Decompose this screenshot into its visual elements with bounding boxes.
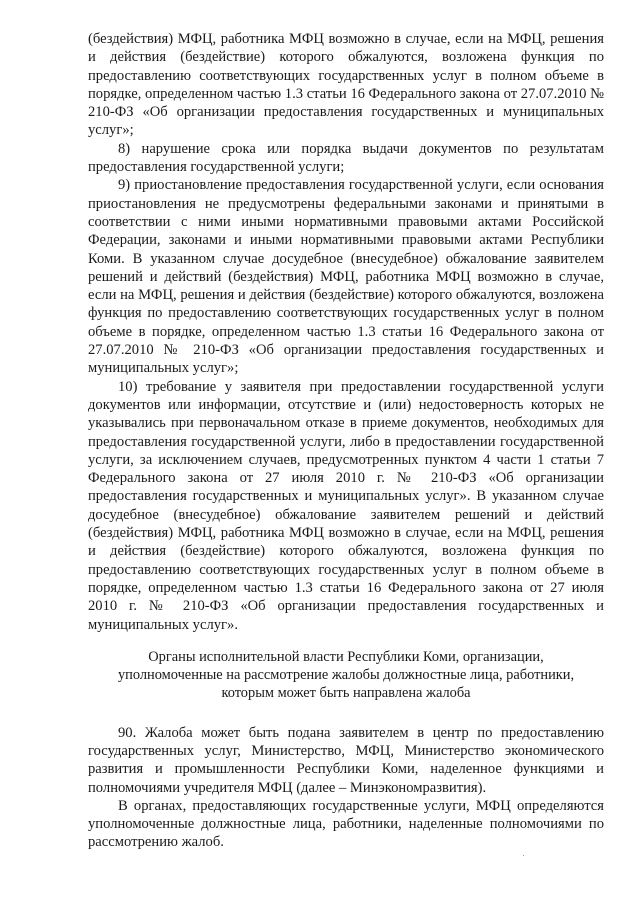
section-heading-line-1: Органы исполнительной власти Республики Коми, организации, [148,648,544,665]
list-item-10: 10) требование у заявителя при предоставлении государственной услуги документов или информации, отсутствие и (или) недостоверность которых не указывались при первоначальном отказе в приеме документов, необходимых для предоставления государственной услуги, либо в предоставлении государственной услуги, за исключением случаев, предусмотренных пунктом 4 части 1 статьи 7 Федерального закона от 27 июля 2010 г. № 210-ФЗ «Об организации предоставления государственных и муниципальных услуг». В указанном случае досудебное (внесудебное) обжалование заявителем решений и действий (бездействия) МФЦ, работника МФЦ возможно в случае, если на МФЦ, решения и действия (бездействие) которого обжалуются, возложена функция по предоставлению соответствующих государственных услуг в полном объеме в порядке, определенном частью 1.3 статьи 16 Федерального закона от 27 июля 2010 г. № 210-ФЗ «Об организации предоставления государственных и муниципальных услуг». [88,378,604,633]
section-heading [88,648,604,703]
list-item-90-continuation: В органах, предоставляющих государственные услуги, МФЦ определяются уполномоченные должностные лица, работники, наделенные полномочиями по рассмотрению жалоб. [88,797,604,851]
list-item-9: 9) приостановление предоставления государственной услуги, если основания приостановления не предусмотрены федеральными законами и принятыми в соответствии с ними иными нормативными правовыми актами Российской Федерации, законами и иными нормативными правовыми актами Республики Коми. В указанном случае досудебное (внесудебное) обжалование заявителем решений и действий (бездействия) МФЦ, работника МФЦ возможно в случае, если на МФЦ, решения и действия (бездействие) которого обжалуются, возложена функция по предоставлению соответствующих государственных услуг в полном объеме в порядке, определенном частью 1.3 статьи 16 Федерального закона от 27.07.2010 № 210-ФЗ «Об организации предоставления государственных и муниципальных услуг»; [88,177,604,377]
section-heading-line-2: уполномоченные на рассмотрение жалобы должностные лица, работники, [117,667,575,684]
scan-speck [523,855,524,856]
list-item-90: 90. Жалоба может быть подана заявителем в центр по предоставлению государственных услуг, Министерство, МФЦ, Министерство экономического развития и промышленности Республики Коми, наделенное функциями и полномочиями учредителя МФЦ (далее – Минэкономразвития). [88,724,604,796]
list-item-8: 8) нарушение срока или порядка выдачи документов по результатам предоставления государственной услуги; [88,140,604,176]
document-page [88,30,604,852]
section-heading-line-3: которым может быть направлена жалоба [221,685,471,702]
continuation-paragraph: (бездействия) МФЦ, работника МФЦ возможно в случае, если на МФЦ, решения и действия (бездействие) которого обжалуются, возложена функция по предоставлению соответствующих государственных услуг в полном объеме в порядке, определенном частью 1.3 статьи 16 Федерального закона от 27.07.2010 № 210-ФЗ «Об организации предоставления государственных и муниципальных услуг»; [88,31,604,139]
